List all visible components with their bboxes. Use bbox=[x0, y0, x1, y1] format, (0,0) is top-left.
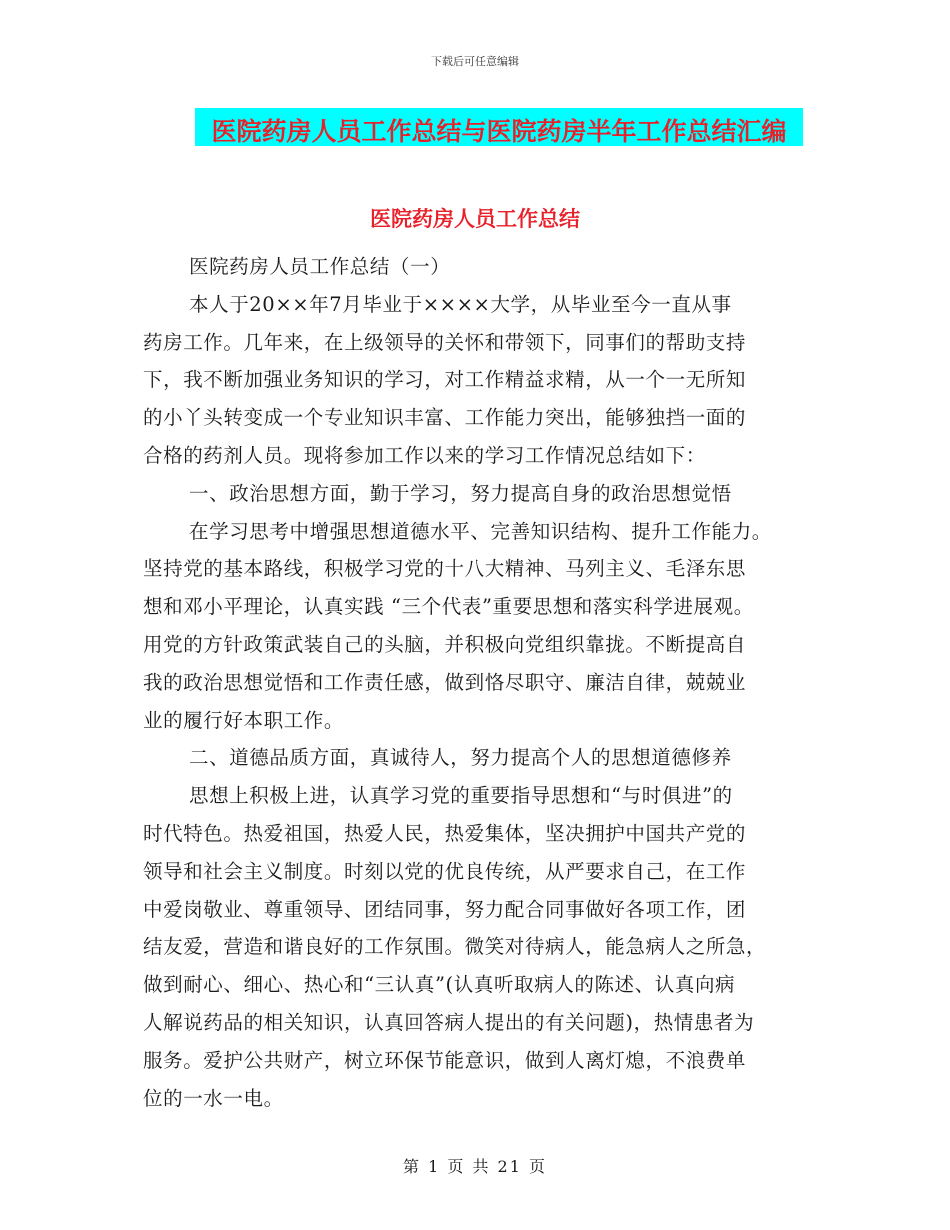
text-line: 的小丫头转变成一个专业知识丰富、工作能力突出，能够独挡一面的 bbox=[143, 406, 747, 430]
text-line: 时代特色。热爱祖国，热爱人民，热爱集体，坚决拥护中国共产党的 bbox=[143, 821, 747, 845]
text-line: 二、道德品质方面，真诚待人，努力提高个人的思想道德修养 bbox=[189, 746, 732, 770]
document-title: 医院药房人员工作总结与医院药房半年工作总结汇编 bbox=[211, 117, 787, 146]
text-line: 结友爱，营造和谐良好的工作氛围。微笑对待病人，能急病人之所急， bbox=[143, 935, 767, 959]
page-footer: 第 1 页 共 21 页 bbox=[403, 1157, 547, 1176]
section-title: 医院药房人员工作总结 bbox=[370, 207, 580, 231]
text-line: 中爱岗敬业、尊重领导、团结同事，努力配合同事做好各项工作，团 bbox=[143, 897, 747, 921]
text-line: 在学习思考中增强思想道德水平、完善知识结构、提升工作能力。 bbox=[189, 519, 772, 543]
text-line: 用党的方针政策武装自己的头脑，并积极向党组织靠拢。不断提高自 bbox=[143, 632, 747, 656]
text-line: 本人于20××年7月毕业于××××大学，从毕业至今一直从事 bbox=[189, 292, 732, 316]
text-line: 领导和社会主义制度。时刻以党的优良传统，从严要求自己，在工作 bbox=[143, 859, 747, 883]
text-line: 我的政治思想觉悟和工作责任感，做到恪尽职守、廉洁自律，兢兢业 bbox=[143, 670, 747, 694]
text-line: 想和邓小平理论，认真实践 “三个代表”重要思想和落实科学进展观。 bbox=[143, 595, 754, 619]
text-line: 业的履行好本职工作。 bbox=[143, 708, 345, 732]
text-line: 下，我不断加强业务知识的学习，对工作精益求精，从一个一无所知 bbox=[143, 368, 747, 392]
text-line: 做到耐心、细心、热心和“三认真”(认真听取病人的陈述、认真向病 bbox=[143, 973, 736, 997]
text-line: 药房工作。几年来，在上级领导的关怀和带领下，同事们的帮助支持 bbox=[143, 330, 747, 354]
text-line: 合格的药剂人员。现将参加工作以来的学习工作情况总结如下： bbox=[143, 443, 706, 467]
text-line: 医院药房人员工作总结（一） bbox=[189, 255, 451, 278]
text-line: 人解说药品的相关知识，认真回答病人提出的有关问题)，热情患者为 bbox=[143, 1010, 755, 1034]
text-line: 坚持党的基本路线，积极学习党的十八大精神、马列主义、毛泽东思 bbox=[143, 557, 747, 581]
text-line: 服务。爱护公共财产，树立环保节能意识，做到人离灯熄，不浪费单 bbox=[143, 1048, 747, 1072]
text-line: 一、政治思想方面，勤于学习，努力提高自身的政治思想觉悟 bbox=[189, 481, 732, 505]
body-text bbox=[143, 248, 823, 1117]
header-note: 下载后可任意编辑 bbox=[431, 55, 519, 68]
text-line: 位的一水一电。 bbox=[143, 1086, 284, 1110]
text-line: 思想上积极上进，认真学习党的重要指导思想和“与时俱进”的 bbox=[189, 784, 733, 808]
